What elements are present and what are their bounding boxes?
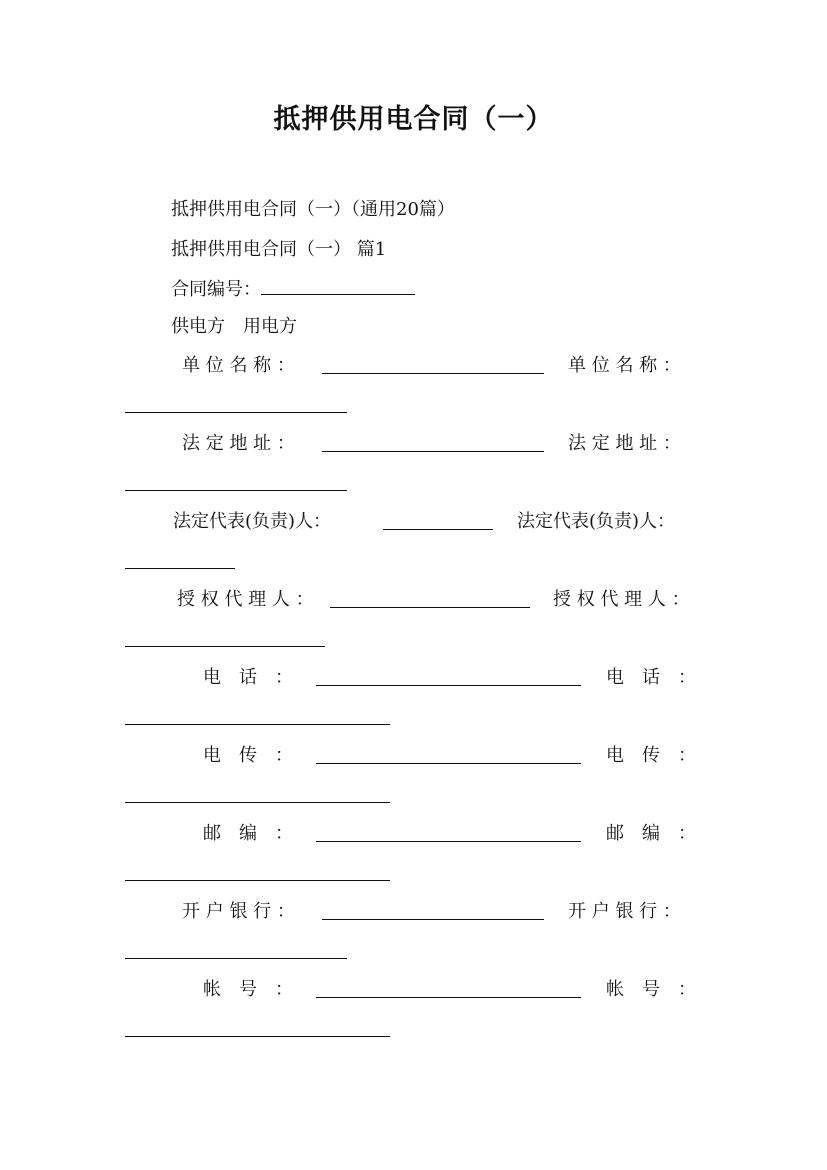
field-row-authorized-agent (0, 586, 827, 614)
field-right-label: 开 户 银 行 ： (568, 901, 681, 922)
parties-line: 供电方 用电方 (171, 316, 297, 337)
field-left-label: 帐 号 ： (203, 979, 293, 1000)
field-left-blank[interactable] (383, 529, 493, 530)
contract-number-label: 合同编号： (171, 279, 261, 300)
field-left-label: 邮 编 ： (203, 823, 293, 844)
field-right-label: 授 权 代 理 人 ： (553, 589, 690, 610)
field-left-label: 单 位 名 称 ： (182, 355, 295, 376)
field-right-blank[interactable] (125, 724, 390, 725)
field-left-blank[interactable] (322, 919, 544, 920)
field-row-telex (0, 742, 827, 770)
contract-number-line (171, 275, 415, 304)
field-row-postal-code (0, 820, 827, 848)
field-left-blank[interactable] (316, 685, 581, 686)
field-left-label: 电 传 ： (203, 745, 293, 766)
field-left-blank[interactable] (330, 607, 530, 608)
field-right-blank[interactable] (125, 958, 347, 959)
field-right-blank[interactable] (125, 1036, 390, 1037)
field-right-label: 单 位 名 称 ： (568, 355, 681, 376)
field-left-blank[interactable] (322, 373, 544, 374)
field-right-label: 电 话 ： (606, 667, 696, 688)
field-left-blank[interactable] (316, 763, 581, 764)
section-heading: 抵押供用电合同（一） 篇1 (171, 239, 387, 260)
field-left-blank[interactable] (316, 997, 581, 998)
field-right-label: 邮 编 ： (606, 823, 696, 844)
field-right-label: 法 定 地 址 ： (568, 433, 681, 454)
field-left-blank[interactable] (316, 841, 581, 842)
field-right-blank[interactable] (125, 646, 325, 647)
field-left-label: 法定代表(负责)人： (173, 511, 332, 532)
field-row-legal-address (0, 430, 827, 458)
field-right-label: 电 传 ： (606, 745, 696, 766)
field-row-unit-name (0, 352, 827, 380)
contract-number-blank[interactable] (261, 275, 415, 295)
page-title: 抵押供用电合同（一） (273, 104, 554, 135)
field-row-telephone (0, 664, 827, 692)
field-right-blank[interactable] (125, 490, 347, 491)
field-row-legal-representative (0, 508, 827, 536)
field-right-blank[interactable] (125, 412, 347, 413)
field-left-label: 电 话 ： (203, 667, 293, 688)
field-left-label: 开 户 银 行 ： (182, 901, 295, 922)
field-row-bank (0, 898, 827, 926)
field-left-label: 授 权 代 理 人 ： (177, 589, 314, 610)
field-right-label: 法定代表(负责)人： (517, 511, 676, 532)
field-right-blank[interactable] (125, 880, 390, 881)
field-left-blank[interactable] (322, 451, 544, 452)
field-right-label: 帐 号 ： (606, 979, 696, 1000)
document-subtitle: 抵押供用电合同（一）（通用20篇） (171, 199, 455, 220)
field-right-blank[interactable] (125, 568, 235, 569)
field-right-blank[interactable] (125, 802, 390, 803)
field-row-account-number (0, 976, 827, 1004)
field-left-label: 法 定 地 址 ： (182, 433, 295, 454)
